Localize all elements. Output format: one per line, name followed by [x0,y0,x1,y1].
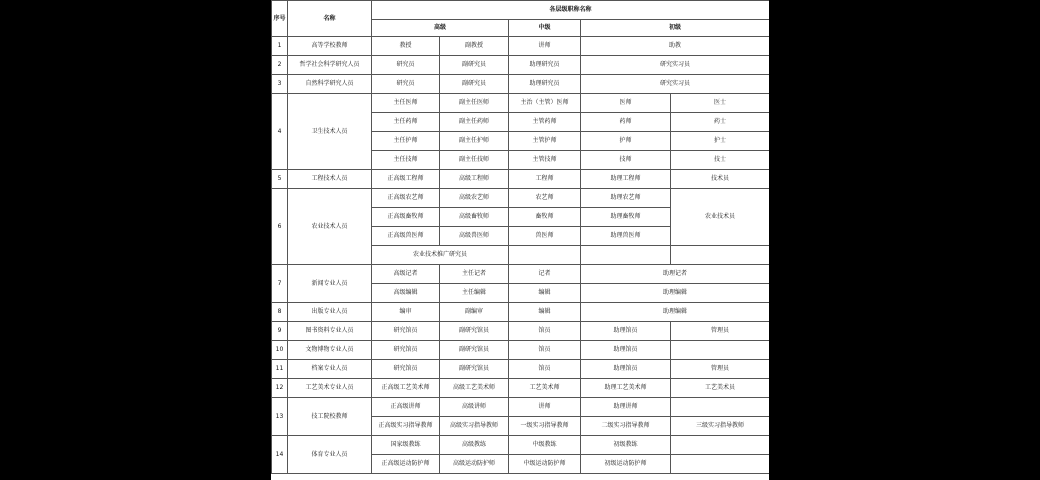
cell [671,436,770,455]
cell: 管理员 [671,322,770,341]
cell: 初级运动防护师 [581,455,671,474]
cell: 副主任医师 [440,94,509,113]
cell: 医士 [671,94,770,113]
cell: 研究实习员 [581,56,770,75]
table-row [272,303,770,322]
cell [671,398,770,417]
cell: 工艺美术员 [671,379,770,398]
cell: 研究馆员 [372,322,440,341]
table-row [272,398,770,417]
row-seq: 11 [272,360,288,379]
row-name: 图书资料专业人员 [288,322,372,341]
cell: 国家级教练 [372,436,440,455]
cell: 编辑 [509,284,581,303]
row-seq: 7 [272,265,288,303]
cell: 助理工程师 [581,170,671,189]
professional-title-table [271,0,769,474]
cell: 初级教练 [581,436,671,455]
row-seq: 1 [272,37,288,56]
cell: 主任技师 [372,151,440,170]
cell: 护师 [581,132,671,151]
cell: 助理记者 [581,265,770,284]
header-name: 名称 [288,1,372,37]
cell: 教授 [372,37,440,56]
cell: 主任药师 [372,113,440,132]
header-levels-title: 各层级职称名称 [372,1,770,20]
cell: 研究实习员 [581,75,770,94]
cell: 馆员 [509,360,581,379]
cell: 高级讲师 [440,398,509,417]
table-row [272,94,770,113]
cell: 高级农艺师 [440,189,509,208]
cell: 主任医师 [372,94,440,113]
cell: 助理兽医师 [581,227,671,246]
row-name: 哲学社会科学研究人员 [288,56,372,75]
cell: 主管技师 [509,151,581,170]
cell: 高级工程师 [440,170,509,189]
cell: 正高级讲师 [372,398,440,417]
cell: 助理讲师 [581,398,671,417]
header-senior: 高级 [372,20,509,37]
cell: 技士 [671,151,770,170]
cell: 副主任护师 [440,132,509,151]
cell [671,341,770,360]
cell: 工程师 [509,170,581,189]
table-row [272,379,770,398]
cell: 正高级实习指导教师 [372,417,440,436]
cell: 副主任技师 [440,151,509,170]
cell: 助理畜牧师 [581,208,671,227]
header-intermediate: 中级 [509,20,581,37]
row-name: 工程技术人员 [288,170,372,189]
cell: 高级畜牧师 [440,208,509,227]
cell-empty [509,246,581,265]
cell-empty [581,246,671,265]
cell: 中级教练 [509,436,581,455]
cell: 正高级运动防护师 [372,455,440,474]
cell: 助理编辑 [581,303,770,322]
cell: 助理研究员 [509,56,581,75]
cell: 主任编辑 [440,284,509,303]
cell: 研究员 [372,75,440,94]
row-name: 自然科学研究人员 [288,75,372,94]
table-row [272,360,770,379]
cell: 副研究馆员 [440,322,509,341]
table-row [272,75,770,94]
cell: 技术员 [671,170,770,189]
cell: 副研究馆员 [440,360,509,379]
cell: 副研究员 [440,75,509,94]
cell: 中级运动防护师 [509,455,581,474]
cell: 二级实习指导教师 [581,417,671,436]
cell: 记者 [509,265,581,284]
cell: 高级兽医师 [440,227,509,246]
cell: 三级实习指导教师 [671,417,770,436]
cell: 研究员 [372,56,440,75]
table-row [272,170,770,189]
cell: 副编审 [440,303,509,322]
cell: 农艺师 [509,189,581,208]
cell: 高级工艺美术师 [440,379,509,398]
row-seq: 10 [272,341,288,360]
cell: 助理编辑 [581,284,770,303]
cell: 副主任药师 [440,113,509,132]
cell: 药士 [671,113,770,132]
spreadsheet-page [271,0,769,480]
cell: 助理工艺美术师 [581,379,671,398]
row-name: 出版专业人员 [288,303,372,322]
cell: 讲师 [509,398,581,417]
cell-shared-junior: 农业技术员 [671,189,770,246]
row-seq: 3 [272,75,288,94]
cell: 主管护师 [509,132,581,151]
cell: 高级运动防护师 [440,455,509,474]
header-junior: 初级 [581,20,770,37]
cell: 助理馆员 [581,360,671,379]
cell-empty [671,246,770,265]
cell: 正高级畜牧师 [372,208,440,227]
cell: 研究馆员 [372,360,440,379]
row-name: 档案专业人员 [288,360,372,379]
row-name: 卫生技术人员 [288,94,372,170]
cell: 助理研究员 [509,75,581,94]
cell: 馆员 [509,341,581,360]
cell: 主治（主管）医师 [509,94,581,113]
cell: 农业技术推广研究员 [372,246,509,265]
cell: 医师 [581,94,671,113]
cell: 管理员 [671,360,770,379]
cell: 助教 [581,37,770,56]
cell: 一级实习指导教师 [509,417,581,436]
cell: 研究馆员 [372,341,440,360]
row-name: 高等学校教师 [288,37,372,56]
cell: 助理农艺师 [581,189,671,208]
row-name: 农业技术人员 [288,189,372,265]
row-seq: 13 [272,398,288,436]
cell: 副研究员 [440,56,509,75]
table-row [272,37,770,56]
cell: 技师 [581,151,671,170]
cell: 副研究馆员 [440,341,509,360]
row-name: 新闻专业人员 [288,265,372,303]
cell: 正高级工艺美术师 [372,379,440,398]
cell: 助理馆员 [581,322,671,341]
row-seq: 9 [272,322,288,341]
row-seq: 8 [272,303,288,322]
row-name: 体育专业人员 [288,436,372,474]
cell: 高级记者 [372,265,440,284]
cell: 副教授 [440,37,509,56]
row-seq: 12 [272,379,288,398]
row-seq: 2 [272,56,288,75]
row-name: 技工院校教师 [288,398,372,436]
row-seq: 14 [272,436,288,474]
cell: 高级教练 [440,436,509,455]
table-row [272,436,770,455]
cell: 主任护师 [372,132,440,151]
row-seq: 6 [272,189,288,265]
cell: 正高级兽医师 [372,227,440,246]
cell: 主任记者 [440,265,509,284]
cell: 畜牧师 [509,208,581,227]
table-row [272,189,770,208]
cell: 编辑 [509,303,581,322]
cell: 高级编辑 [372,284,440,303]
cell: 工艺美术师 [509,379,581,398]
header-seq: 序号 [272,1,288,37]
cell: 馆员 [509,322,581,341]
table-row [272,56,770,75]
cell: 正高级工程师 [372,170,440,189]
cell: 编审 [372,303,440,322]
row-name: 文物博物专业人员 [288,341,372,360]
cell: 药师 [581,113,671,132]
table-row [272,265,770,284]
row-seq: 5 [272,170,288,189]
cell: 高级实习指导教师 [440,417,509,436]
cell [671,455,770,474]
cell: 讲师 [509,37,581,56]
cell: 正高级农艺师 [372,189,440,208]
row-seq: 4 [272,94,288,170]
table-row [272,322,770,341]
cell: 主管药师 [509,113,581,132]
table-row [272,341,770,360]
cell: 护士 [671,132,770,151]
cell: 助理馆员 [581,341,671,360]
row-name: 工艺美术专业人员 [288,379,372,398]
cell: 兽医师 [509,227,581,246]
